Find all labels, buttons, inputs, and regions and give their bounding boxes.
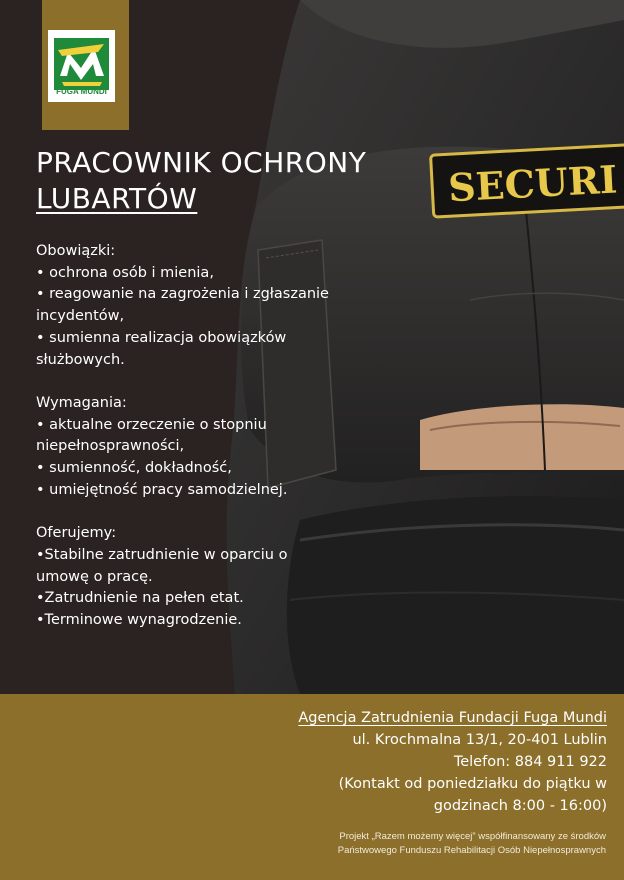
project-line-2: Państwowego Funduszu Rehabilitacji Osób Niepełnosprawnych: [337, 845, 606, 856]
hours-line-1: (Kontakt od poniedziałku do piątku w: [338, 776, 607, 792]
security-patch: [431, 144, 624, 217]
requirements-line: • sumienność, dokładność,: [36, 460, 232, 477]
offer-heading: Oferujemy:: [36, 525, 117, 542]
title-line-2: LUBARTÓW: [36, 182, 198, 215]
requirements-line: niepełnosprawności,: [36, 438, 185, 455]
duties-line: incydentów,: [36, 308, 125, 325]
offer-line: umowę o pracę.: [36, 568, 153, 585]
requirements-heading: Wymagania:: [36, 394, 127, 411]
duties-line: • sumienna realizacja obowiązków: [36, 329, 287, 346]
contact-footer: [0, 694, 624, 880]
patch-text: SECURI: [447, 156, 619, 211]
hours-line-2: godzinach 8:00 - 16:00): [433, 798, 607, 814]
duties-line: • reagowanie na zagrożenia i zgłaszanie: [36, 286, 329, 303]
offer-line: •Stabilne zatrudnienie w oparciu o: [36, 546, 288, 563]
offer-line: •Terminowe wynagrodzenie.: [36, 611, 242, 628]
requirements-line: • aktualne orzeczenie o stopniu: [36, 416, 267, 433]
address: ul. Krochmalna 13/1, 20-401 Lublin: [352, 732, 607, 748]
project-line-1: Projekt „Razem możemy więcej” współfinansowany ze środków: [339, 831, 606, 842]
project-note: [338, 830, 606, 858]
duties-line: służbowych.: [36, 351, 125, 368]
job-title: [36, 145, 366, 217]
job-description: [36, 241, 336, 632]
logo-band: [42, 0, 129, 130]
offer-line: •Zatrudnienie na pełen etat.: [36, 590, 244, 607]
agency-name-link[interactable]: Agencja Zatrudnienia Fundacji Fuga Mundi: [298, 710, 607, 726]
logo-text: FUGA MUNDI: [56, 87, 107, 96]
title-line-1: PRACOWNIK OCHRONY: [36, 146, 367, 179]
contact-block: [298, 707, 607, 817]
duties-heading: Obowiązki:: [36, 243, 116, 259]
fuga-mundi-logo: [48, 30, 115, 102]
duties-line: • ochrona osób i mienia,: [36, 264, 214, 281]
requirements-line: • umiejętność pracy samodzielnej.: [36, 481, 288, 498]
forearm-skin: [420, 404, 624, 470]
phone: Telefon: 884 911 922: [453, 754, 607, 770]
